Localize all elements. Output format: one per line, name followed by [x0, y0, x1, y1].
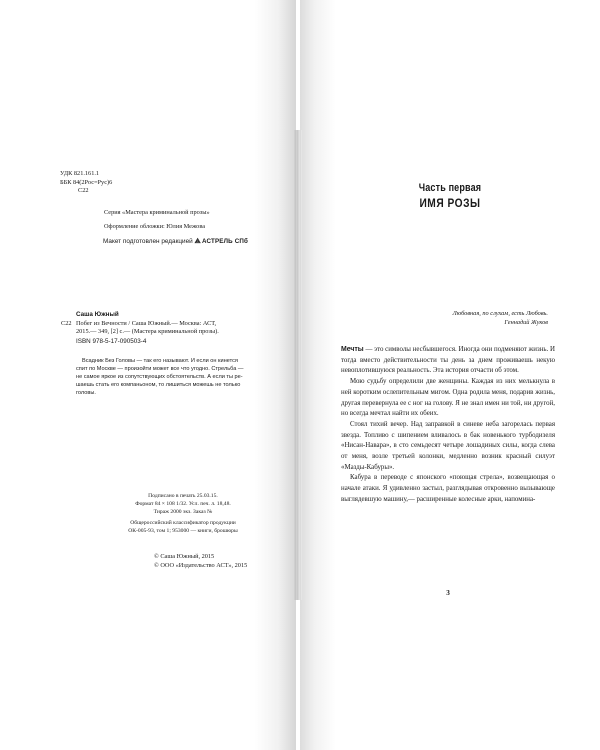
astrel-logo-icon: ⟁: [194, 238, 201, 245]
imprint-run: Тираж 2000 экз. Заказ №: [153, 509, 213, 515]
bbk-code: ББК 84(2Рос=Рус)6: [60, 178, 113, 186]
body-text: [341, 345, 555, 506]
copyright-author: © Саша Южный, 2015: [154, 553, 215, 560]
annotation-line-4: шаешь стать его компаньоном, то лишиться можешь не только: [76, 382, 241, 388]
copyright-block: [154, 553, 294, 570]
cover-design-credit: Оформление обложки: Юлия Межова: [104, 222, 206, 230]
epigraph-author: Геннадий Жуков: [504, 318, 548, 326]
publisher-logo-text: АСТРЕЛЬ СПб: [201, 238, 249, 245]
copyright-publisher: © ООО «Издательство АСТ», 2015: [154, 561, 248, 569]
imprint-classifier-code: ОК-005-93, том 1; 953000 — книги, брошюры: [128, 528, 238, 534]
paragraph-3: Стоял тихий вечер. Над заправкой в синеве неба загорелась первая звезда. Топливо с шипением вливалось в бак новенького турбодизеля «Нисан-Навара», в сто семьдесят четыре лошадиных силы, когда слева от меня, возле третьей колонки, медленно возник красный силуэт «Мазды-Кабуры».: [341, 420, 555, 471]
lead-word: Мечты: [341, 346, 364, 353]
chapter-title: ИМЯ РОЗЫ: [419, 196, 481, 210]
record-author: Саша Южный: [76, 311, 119, 318]
book-gutter: [294, 130, 302, 600]
print-imprint: [78, 492, 288, 535]
paragraph-4: Кабура в переводе с японского «поющая стрела», возвещающая о начале атаки. Я удивленно застыл, разглядывая откровенно вызывающе выглядевшую машину,— расширенные колесные арки, напомина-: [341, 474, 555, 503]
paragraph-1-text: — это символы несбывшегося. Иногда они подменяют жизнь. И тогда вместо действительности ты день за днем проживаешь некую невоплотившуюся реальность. Эта история отчасти об этом.: [341, 346, 555, 375]
isbn: ISBN 978-5-17-090503-4: [76, 338, 147, 345]
annotation-line-1: Всадник Без Головы — так его называют. И если он кинется: [82, 358, 238, 364]
imprint-signed: Подписано в печать 25.03.15.: [148, 493, 218, 499]
annotation-line-2: спит по Москве — произойти может все что угодно. Стрельба —: [76, 366, 244, 372]
annotation: [76, 357, 286, 397]
part-title: Часть первая: [418, 182, 482, 194]
record-line-1: Побег из Вечности / Саша Южный.— Москва: АСТ,: [76, 319, 217, 327]
prepared-by-line: [103, 238, 293, 246]
publisher-logo: [195, 238, 249, 246]
annotation-line-3: не самое яркое из сопутствующих обстоятельств. А если ты ре-: [76, 374, 243, 380]
author-mark: С22: [78, 187, 89, 195]
series-block: [104, 209, 284, 231]
classification-block: [60, 170, 240, 196]
record-code: С22: [61, 320, 72, 327]
udk-code: УДК 821.161.1: [60, 170, 100, 177]
epigraph: [360, 310, 548, 327]
annotation-line-5: головы.: [76, 390, 96, 396]
paragraph-1: [341, 345, 555, 377]
imprint-classifier: Общероссийский классификатор продукции: [130, 520, 236, 526]
imprint-format: Формат 84 × 108 1/32. Усл. печ. л. 18,48.: [135, 501, 231, 507]
page-number: 3: [446, 589, 450, 597]
bibliographic-record: [61, 311, 266, 337]
series-name: Серия «Мастера криминальной прозы»: [104, 209, 210, 216]
epigraph-text: Любовная, по слухам, есть Любовь.: [452, 310, 548, 317]
prepared-by-text: Макет подготовлен редакцией: [103, 238, 193, 245]
record-line-2: 2015.— 349, [2] с.— (Мастера криминальной прозы).: [76, 328, 219, 336]
paragraph-2: Мою судьбу определили две женщины. Каждая из них мелькнула в ней коротким ослепительным мигом. Одна родила меня, подарив жизнь, другая перевернула ее с ног на голову. Я не знал имен ни той, ни другой, но всегда мечтал найти их обеих.: [341, 378, 555, 418]
